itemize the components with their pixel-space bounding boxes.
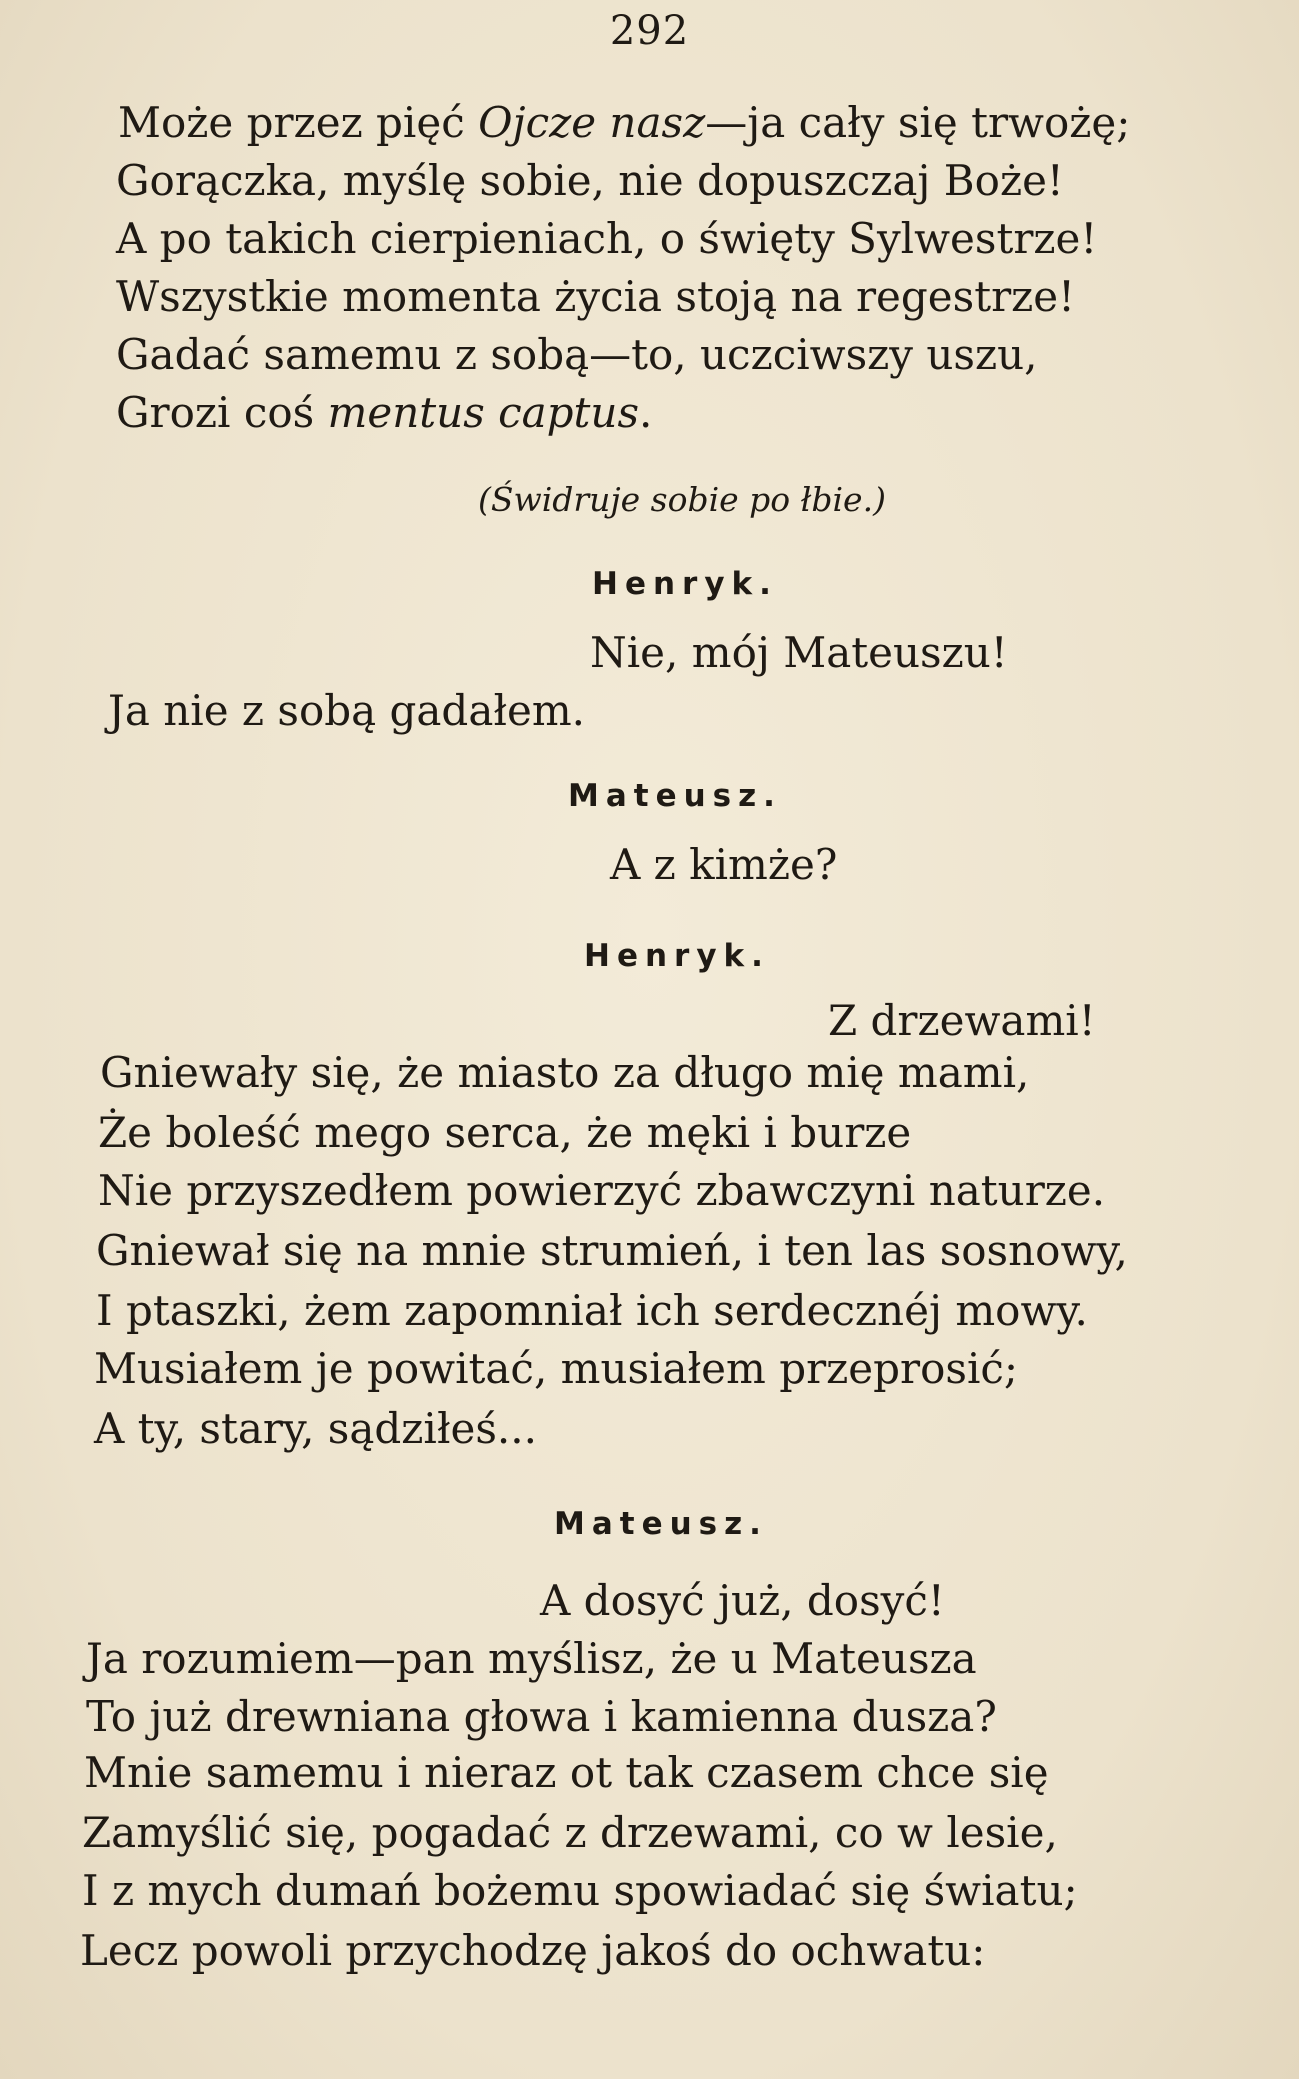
verse-line: Ja nie z sobą gadałem. (108, 686, 586, 735)
verse-line: Może przez pięć Ojcze nasz—ja cały się trwożę; (118, 98, 1131, 147)
speaker-name: Henryk. (584, 938, 770, 974)
verse-line: Ja rozumiem—pan myślisz, że u Mateusza (86, 1634, 977, 1683)
verse-line: I ptaszki, żem zapomniał ich serdecznéj mowy. (96, 1286, 1088, 1335)
verse-line: A po takich cierpieniach, o święty Sylwestrze! (116, 214, 1098, 263)
verse-line: Musiałem je powitać, musiałem przeprosić; (94, 1344, 1019, 1393)
verse-line: Grozi coś mentus captus. (116, 388, 653, 437)
verse-line: To już drewniana głowa i kamienna dusza? (86, 1692, 997, 1741)
verse-line: Mnie samemu i nieraz ot tak czasem chce się (84, 1748, 1049, 1797)
verse-line: A ty, stary, sądziłeś... (94, 1404, 537, 1453)
verse-line: Z drzewami! (828, 996, 1096, 1045)
speaker-name: Mateusz. (554, 1506, 768, 1542)
speaker-name: Mateusz. (568, 778, 782, 814)
verse-line: Nie przyszedłem powierzyć zbawczyni naturze. (98, 1166, 1106, 1215)
page-number: 292 (609, 8, 690, 54)
verse-line: A dosyć już, dosyć! (540, 1576, 945, 1625)
verse-line: Gniewał się na mnie strumień, i ten las sosnowy, (96, 1226, 1128, 1275)
verse-line: A z kimże? (610, 840, 838, 889)
verse-line: Że boleść mego serca, że męki i burze (98, 1108, 912, 1157)
verse-line: Nie, mój Mateuszu! (590, 628, 1008, 677)
verse-line: Gadać samemu z sobą—to, uczciwszy uszu, (116, 330, 1038, 379)
verse-line: I z mych dumań bożemu spowiadać się światu; (82, 1866, 1078, 1915)
verse-line: Wszystkie momenta życia stoją na regestrze! (116, 272, 1076, 321)
verse-line: Lecz powoli przychodzę jakoś do ochwatu: (80, 1926, 986, 1975)
stage-direction: (Świdruje sobie po łbie.) (478, 480, 886, 519)
speaker-name: Henryk. (592, 566, 778, 602)
verse-line: Zamyślić się, pogadać z drzewami, co w lesie, (82, 1808, 1058, 1857)
verse-line: Gorączka, myślę sobie, nie dopuszczaj Boże! (116, 156, 1064, 205)
verse-line: Gniewały się, że miasto za długo mię mami, (100, 1048, 1030, 1097)
